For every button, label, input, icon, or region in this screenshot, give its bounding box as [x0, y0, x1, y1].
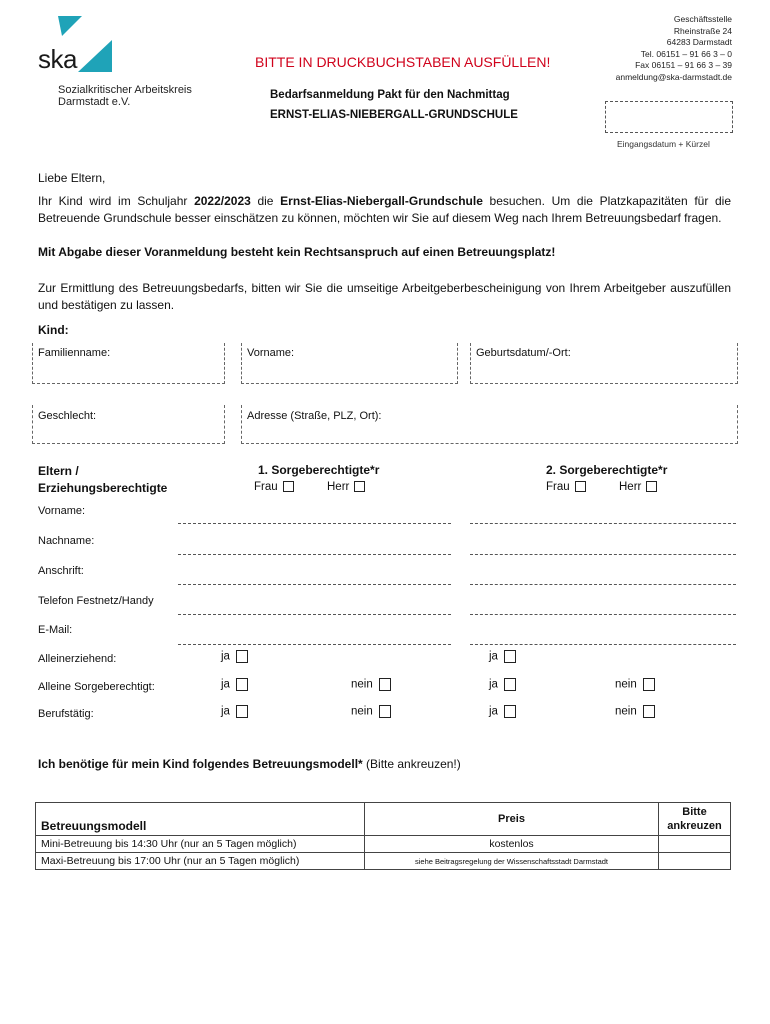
no-legal-claim-notice: Mit Abgabe dieser Voranmeldung besteht kein Rechtsanspruch auf einen Betreuungsplatz! [38, 245, 556, 259]
guardian-1-email-line[interactable] [178, 644, 451, 645]
model-name: Maxi-Betreuung bis 17:00 Uhr (nur an 5 Tagen möglich) [36, 853, 365, 870]
guardian-2-phone-line[interactable] [470, 614, 736, 615]
guardian-2-frau[interactable] [546, 481, 586, 493]
care-model-table [35, 802, 731, 870]
form-title-line-2: ERNST-ELIAS-NIEBERGALL-GRUNDSCHULE [270, 109, 518, 121]
birth-date-place-label: Geburtsdatum/-Ort: [476, 347, 571, 359]
guardian-1-herr[interactable] [327, 481, 365, 493]
col-header-check-line-1: Bitte [682, 806, 707, 818]
received-stamp-box[interactable] [605, 101, 733, 133]
single-parent-label: Alleinerziehend: [38, 653, 117, 665]
address-line: Fax 06151 – 91 66 3 – 39 [635, 60, 732, 70]
table-row [36, 853, 731, 870]
org-line-1: Sozialkritischer Arbeitskreis [58, 84, 192, 96]
intro-text-b: die [250, 194, 281, 208]
sole-custody-label: Alleine Sorgeberechtigt: [38, 681, 155, 693]
table-row [36, 836, 731, 853]
child-heading: Kind: [38, 323, 69, 337]
school-year: 2022/2023 [194, 194, 251, 208]
family-name-label: Familienname: [38, 347, 111, 359]
guardian-2-sole-custody-ja[interactable] [489, 678, 516, 691]
col-header-price: Preis [365, 803, 659, 836]
row-label-first-name: Vorname: [38, 505, 86, 517]
guardian-2-address-line[interactable] [470, 584, 736, 585]
nein-label: nein [351, 678, 373, 691]
checkbox-icon[interactable] [379, 678, 391, 691]
care-model-intro [38, 756, 461, 773]
row-label-last-name: Nachname: [38, 535, 95, 547]
guardian-2-email-line[interactable] [470, 644, 736, 645]
checkbox-icon[interactable] [283, 481, 294, 492]
checkbox-icon[interactable] [354, 481, 365, 492]
care-model-intro-rest: (Bitte ankreuzen!) [362, 757, 461, 771]
col-header-check-line-2: ankreuzen [667, 820, 722, 832]
nein-label: nein [615, 705, 637, 718]
office-address [532, 14, 732, 83]
row-label-phone: Telefon Festnetz/Handy [38, 595, 154, 607]
checkbox-icon[interactable] [504, 678, 516, 691]
ja-label: ja [489, 705, 498, 718]
guardian-1-single-parent-ja[interactable] [221, 650, 248, 663]
ja-label: ja [489, 650, 498, 663]
model-price: siehe Beitragsregelung der Wissenschaftsstadt Darmstadt [365, 853, 659, 870]
guardian-1-last-name-line[interactable] [178, 554, 451, 555]
guardian-1-frau[interactable] [254, 481, 294, 493]
address-line: anmeldung@ska-darmstadt.de [615, 71, 732, 82]
guardian-2-employed-ja[interactable] [489, 705, 516, 718]
checkbox-icon[interactable] [646, 481, 657, 492]
guardian-1-heading: 1. Sorgeberechtigte*r [258, 463, 380, 477]
ja-label: ja [489, 678, 498, 691]
model-name: Mini-Betreuung bis 14:30 Uhr (nur an 5 Tagen möglich) [36, 836, 365, 853]
checkbox-icon[interactable] [379, 705, 391, 718]
school-name: Ernst-Elias-Niebergall-Grundschule [280, 194, 483, 208]
parents-heading-line-1: Eltern / [38, 464, 79, 478]
intro-text-a: Ihr Kind wird im Schuljahr [38, 194, 195, 208]
address-line: Geschäftsstelle [673, 14, 732, 24]
org-line-2: Darmstadt e.V. [58, 96, 131, 108]
guardian-2-single-parent-ja[interactable] [489, 650, 516, 663]
guardian-1-employed-nein[interactable] [351, 705, 391, 718]
logo-text: ska [38, 44, 77, 74]
print-instruction: BITTE IN DRUCKBUCHSTABEN AUSFÜLLEN! [255, 54, 551, 70]
checkbox-icon[interactable] [575, 481, 586, 492]
herr-label: Herr [327, 481, 350, 493]
col-header-check [659, 803, 731, 836]
address-line: Tel. 06151 – 91 66 3 – 0 [640, 48, 732, 59]
intro-text-c: besuchen. Um die Platzkapazitäten für die Betreuende Grundschule besser einschätzen zu können, möchten wir Sie auf diesem Weg nach Ihrem Betreuungsbedarf fragen. [38, 194, 732, 225]
guardian-1-address-line[interactable] [178, 584, 451, 585]
frau-label: Frau [254, 481, 278, 493]
row-label-address: Anschrift: [38, 565, 84, 577]
guardian-1-phone-line[interactable] [178, 614, 451, 615]
model-price: kostenlos [365, 836, 659, 853]
checkbox-icon[interactable] [504, 650, 516, 663]
greeting: Liebe Eltern, [38, 171, 106, 185]
form-title [270, 85, 518, 125]
address-line: 64283 Darmstadt [666, 37, 732, 47]
checkbox-icon[interactable] [643, 705, 655, 718]
employed-label: Berufstätig: [38, 708, 94, 720]
gender-label: Geschlecht: [38, 410, 97, 422]
guardian-2-herr[interactable] [619, 481, 657, 493]
checkbox-icon[interactable] [236, 678, 248, 691]
parents-heading [38, 463, 167, 497]
org-name [58, 84, 192, 108]
nein-label: nein [351, 705, 373, 718]
form-title-line-1: Bedarfsanmeldung Pakt für den Nachmittag [270, 89, 510, 101]
guardian-1-sole-custody-ja[interactable] [221, 678, 248, 691]
checkbox-icon[interactable] [643, 678, 655, 691]
nein-label: nein [615, 678, 637, 691]
received-stamp-label: Eingangsdatum + Kürzel [617, 139, 710, 149]
guardian-2-last-name-line[interactable] [470, 554, 736, 555]
employer-certificate-paragraph: Zur Ermittlung des Betreuungsbedarfs, bitten wir Sie die umseitige Arbeitgeberbescheinigung von Ihrem Arbeitgeber auszufüllen und bestätigen zu lassen. [38, 281, 731, 312]
guardian-2-employed-nein[interactable] [615, 705, 655, 718]
guardian-2-sole-custody-nein[interactable] [615, 678, 655, 691]
model-check-cell[interactable] [659, 836, 731, 853]
guardian-2-first-name-line[interactable] [470, 523, 736, 524]
ja-label: ja [221, 705, 230, 718]
guardian-1-sole-custody-nein[interactable] [351, 678, 391, 691]
address-label: Adresse (Straße, PLZ, Ort): [247, 410, 382, 422]
address-line: Rheinstraße 24 [673, 25, 732, 36]
ja-label: ja [221, 650, 230, 663]
first-name-label: Vorname: [247, 347, 295, 359]
guardian-1-employed-ja[interactable] [221, 705, 248, 718]
checkbox-icon[interactable] [236, 650, 248, 663]
herr-label: Herr [619, 481, 642, 493]
table-header-row [36, 803, 731, 836]
checkbox-icon[interactable] [504, 705, 516, 718]
col-header-model: Betreuungsmodell [36, 803, 365, 836]
guardian-1-first-name-line[interactable] [178, 523, 451, 524]
intro-paragraph [38, 193, 731, 227]
checkbox-icon[interactable] [236, 705, 248, 718]
frau-label: Frau [546, 481, 570, 493]
care-model-intro-bold: Ich benötige für mein Kind folgendes Betreuungsmodell* [38, 757, 363, 771]
row-label-email: E-Mail: [38, 624, 73, 636]
model-check-cell[interactable] [659, 853, 731, 870]
parents-heading-line-2: Erziehungsberechtigte [38, 481, 168, 495]
ja-label: ja [221, 678, 230, 691]
guardian-2-heading: 2. Sorgeberechtigte*r [546, 463, 668, 477]
